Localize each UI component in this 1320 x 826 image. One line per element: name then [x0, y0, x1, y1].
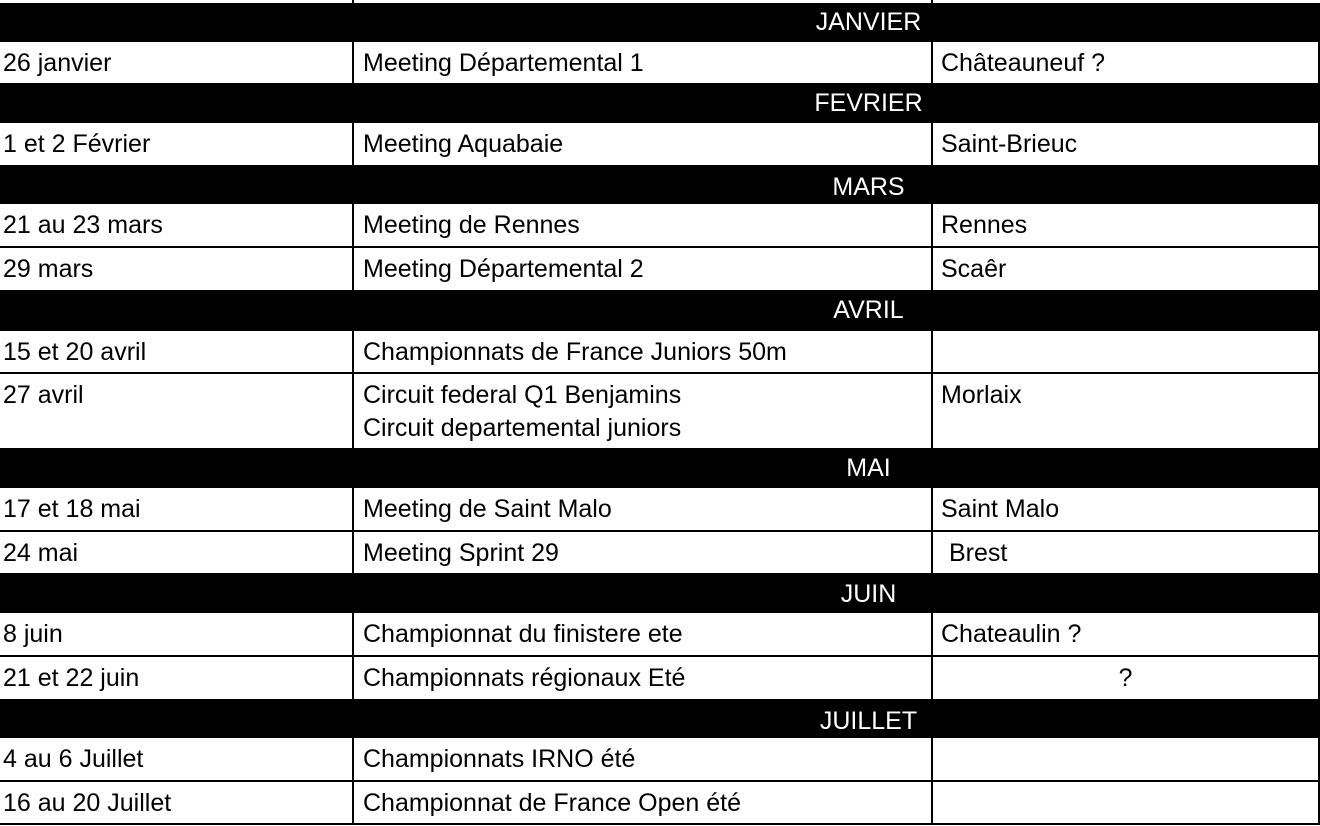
month-header-fevrier: [0, 83, 1320, 123]
date-cell: 24 mai: [3, 539, 79, 567]
month-label: JANVIER: [815, 8, 922, 36]
place-cell: Morlaix: [931, 374, 1320, 448]
month-header-avril: [0, 290, 1320, 331]
place-cell: [931, 782, 1320, 824]
date-cell: 29 mars: [3, 255, 94, 283]
table-row: [0, 532, 1320, 573]
table-row: [0, 204, 1320, 247]
table-row: [0, 738, 1320, 781]
event-cell: Meeting Aquabaie: [352, 123, 931, 165]
event-cell: Meeting Sprint 29: [352, 532, 931, 573]
place-cell: Rennes: [931, 204, 1320, 247]
place-cell: ?: [931, 657, 1320, 699]
event-cell: Championnats régionaux Eté: [352, 657, 931, 699]
event-cell: Championnats de France Juniors 50m: [352, 331, 931, 373]
place-cell: Scaêr: [931, 248, 1320, 290]
month-header-juin: [0, 573, 1320, 613]
place-cell: Chateaulin ?: [931, 613, 1320, 656]
event-line: Circuit departemental juniors: [363, 414, 682, 442]
event-cell: Championnat de France Open été: [352, 782, 931, 824]
month-label: MAI: [846, 454, 891, 482]
date-cell: 21 au 23 mars: [3, 211, 163, 239]
month-header-mai: [0, 448, 1320, 488]
table-row: [0, 657, 1320, 699]
date-cell: 21 et 22 juin: [3, 664, 140, 692]
month-label: JUILLET: [819, 707, 918, 735]
date-cell: 27 avril: [3, 381, 84, 409]
place-cell: Châteauneuf ?: [931, 42, 1320, 83]
month-header-mars: [0, 165, 1320, 204]
table-row: [0, 488, 1320, 531]
month-label: AVRIL: [833, 296, 904, 324]
event-cell: Championnats IRNO été: [352, 738, 931, 781]
month-label: FEVRIER: [814, 89, 923, 117]
date-cell: 8 juin: [3, 620, 63, 648]
month-header-janvier: [0, 3, 1320, 42]
table-row: [0, 123, 1320, 165]
table-bottom-border: [0, 823, 1320, 825]
table-row: [0, 42, 1320, 83]
event-line: Circuit federal Q1 Benjamins: [363, 381, 682, 409]
table-row: [0, 374, 1320, 448]
event-cell: Meeting Départemental 2: [352, 248, 931, 290]
place-cell: Saint Malo: [931, 488, 1320, 531]
event-cell: Meeting de Rennes: [352, 204, 931, 247]
event-cell: Meeting Départemental 1: [352, 42, 931, 83]
event-cell: Meeting de Saint Malo: [352, 488, 931, 531]
table-row: [0, 613, 1320, 656]
date-cell: 4 au 6 Juillet: [3, 745, 144, 773]
table-row: [0, 782, 1320, 824]
date-cell: 1 et 2 Février: [3, 130, 151, 158]
table-row: [0, 248, 1320, 290]
place-cell: [931, 738, 1320, 781]
place-cell: [931, 331, 1320, 373]
date-cell: 16 au 20 Juillet: [3, 789, 172, 817]
date-cell: 26 janvier: [3, 49, 112, 77]
date-cell: 15 et 20 avril: [3, 338, 147, 366]
date-cell: 17 et 18 mai: [3, 495, 141, 523]
event-cell: Championnat du finistere ete: [352, 613, 931, 656]
table-row: [0, 331, 1320, 373]
month-label: JUIN: [840, 580, 897, 608]
month-header-juillet: [0, 699, 1320, 738]
event-cell: [352, 374, 931, 448]
place-cell: Saint-Brieuc: [931, 123, 1320, 165]
place-cell: Brest: [931, 532, 1320, 573]
month-label: MARS: [832, 173, 905, 201]
